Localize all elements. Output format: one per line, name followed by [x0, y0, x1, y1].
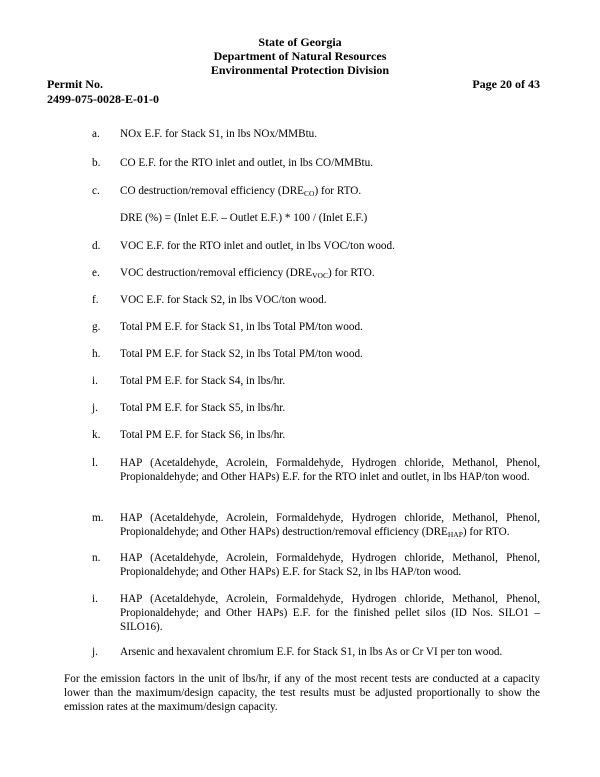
closing-paragraph: For the emission factors in the unit of lbs/hr, if any of the most recent tests are conducted at a capacity lower than the maximum/design capacity, the test results must be adjusted proportionally to show the emission rates at the maximum/design capacity.: [64, 673, 540, 713]
header-state: State of Georgia: [258, 35, 342, 49]
item-label: e.: [92, 267, 100, 279]
item-label: h.: [92, 348, 101, 360]
list-item: [92, 401, 540, 415]
item-text: CO E.F. for the RTO inlet and outlet, in lbs CO/MMBtu.: [120, 157, 374, 169]
item-text: Arsenic and hexavalent chromium E.F. for Stack S1, in lbs As or Cr VI per ton wood.: [120, 646, 503, 658]
list-item: [92, 320, 540, 334]
item-label: m.: [92, 512, 104, 524]
item-text: Total PM E.F. for Stack S5, in lbs/hr.: [120, 402, 286, 414]
list-item: [92, 592, 540, 634]
item-label: f.: [92, 294, 99, 306]
item-label: k.: [92, 429, 101, 441]
item-text: NOx E.F. for Stack S1, in lbs NOx/MMBtu.: [120, 128, 318, 140]
list-item: [92, 511, 540, 539]
list-item: [92, 239, 540, 253]
permit-label: Permit No.: [47, 77, 103, 91]
item-text: CO destruction/removal efficiency $(DRE_{CO})$ for RTO.: [120, 185, 362, 198]
item-label: a.: [92, 128, 100, 140]
header-division: Environmental Protection Division: [210, 63, 390, 77]
list-item: [92, 127, 540, 141]
item-text: HAP (Acetaldehyde, Acrolein, Formaldehyde, Hydrogen chloride, Methanol, Phenol, Propionaldehyde; and Other HAPs) E.F. for Stack S2, in lbs HAP/ton wood.: [120, 552, 540, 578]
item-label: g.: [92, 321, 101, 333]
item-label: i.: [92, 375, 98, 387]
list-item: [92, 184, 540, 198]
list-item: [92, 266, 540, 280]
list-item: [92, 156, 540, 170]
item-text: VOC E.F. for the RTO inlet and outlet, in lbs VOC/ton wood.: [120, 240, 395, 252]
item-label: b.: [92, 157, 101, 169]
item-text: HAP (Acetaldehyde, Acrolein, Formaldehyde, Hydrogen chloride, Methanol, Phenol, Propionaldehyde; and Other HAPs) E.F. for the RTO inlet and outlet, in lbs HAP/ton wood.: [120, 457, 540, 483]
list-item: [92, 374, 540, 388]
list-item: [92, 645, 540, 659]
item-label: j.: [92, 646, 98, 658]
item-text: Total PM E.F. for Stack S1, in lbs Total PM/ton wood.: [120, 321, 363, 333]
dre-formula: DRE (%) = (Inlet E.F. – Outlet E.F.) * 100 / (Inlet E.F.): [120, 212, 368, 224]
page-number: Page 20 of 43: [472, 77, 540, 91]
permit-number: 2499-075-0028-E-01-0: [47, 92, 159, 106]
header-department: Department of Natural Resources: [213, 49, 387, 63]
document-header: [0, 35, 600, 77]
list-item: [92, 551, 540, 579]
item-text: VOC E.F. for Stack S2, in lbs VOC/ton wood.: [120, 294, 327, 306]
list-item: [92, 347, 540, 361]
item-label: n.: [92, 552, 101, 564]
item-label: d.: [92, 240, 101, 252]
item-text: HAP (Acetaldehyde, Acrolein, Formaldehyde, Hydrogen chloride, Methanol, Phenol, Propionaldehyde; and Other HAPs) E.F. for the finished pellet silos (ID Nos. SILO1 – SILO16).: [120, 593, 540, 633]
item-label: l.: [92, 457, 98, 469]
item-label: j.: [92, 402, 98, 414]
list-item: [92, 293, 540, 307]
list-item: [92, 456, 540, 484]
item-text: VOC destruction/removal efficiency $(DRE_{VOC})$ for RTO.: [120, 267, 375, 280]
item-label: i.: [92, 593, 98, 605]
item-text: Total PM E.F. for Stack S4, in lbs/hr.: [120, 375, 286, 387]
item-text: HAP (Acetaldehyde, Acrolein, Formaldehyde, Hydrogen chloride, Methanol, Phenol, Propionaldehyde; and Other HAPs) destruction/removal efficiency $(DRE_{HAP})$ for RTO.: [120, 512, 540, 539]
item-label: c.: [92, 185, 100, 197]
list-item: [92, 428, 540, 442]
item-text: Total PM E.F. for Stack S6, in lbs/hr.: [120, 429, 286, 441]
item-text: Total PM E.F. for Stack S2, in lbs Total PM/ton wood.: [120, 348, 363, 360]
